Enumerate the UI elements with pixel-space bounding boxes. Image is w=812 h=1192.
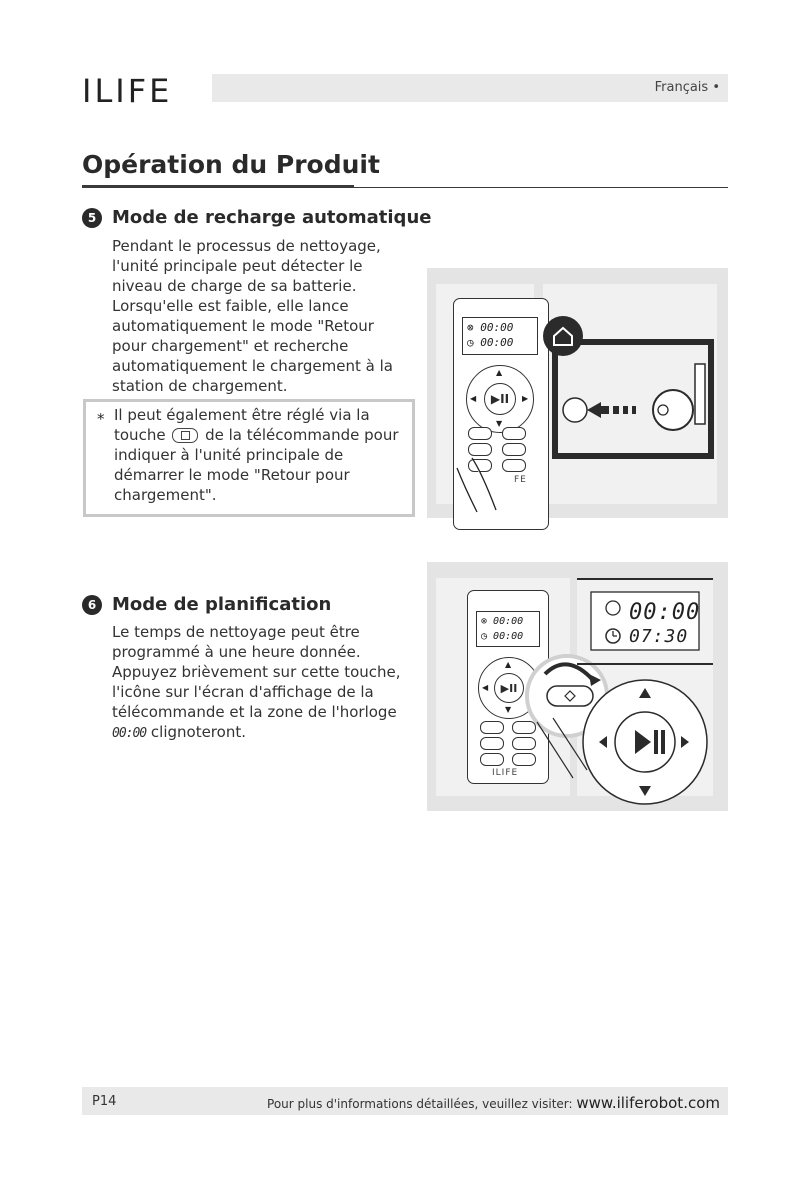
language-label: Français • xyxy=(654,80,720,95)
section-6-line: l'icône sur l'écran d'affichage de la xyxy=(112,683,374,701)
section-6-line: Le temps de nettoyage peut être xyxy=(112,623,360,641)
lcd-line-2: ◷ 00:00 xyxy=(481,631,524,642)
remote-brand: FE xyxy=(514,475,527,485)
clock-segment-text: 00:00 xyxy=(112,726,147,741)
section-5-line: station de chargement. xyxy=(112,377,288,395)
remote-brand: ILIFE xyxy=(492,768,519,778)
section-6-text xyxy=(112,622,422,744)
footer-info xyxy=(267,1094,720,1112)
arrow-left-icon: ◀ xyxy=(470,394,477,403)
section-5-line: niveau de charge de sa batterie. xyxy=(112,277,357,295)
section-5-line: Pendant le processus de nettoyage, xyxy=(112,237,381,255)
recharge-illustration xyxy=(427,268,728,518)
robot-return-diagram xyxy=(427,268,728,518)
note-text xyxy=(114,405,412,505)
charging-dock xyxy=(695,364,705,424)
footer-bar xyxy=(82,1087,728,1115)
play-pause-icon: ▶II xyxy=(494,673,524,703)
note-line: indiquer à l'unité principale de xyxy=(114,446,344,464)
note-line: chargement". xyxy=(114,486,217,504)
brand-logo: ILIFE xyxy=(82,72,173,110)
section-5-line: l'unité principale peut détecter le xyxy=(112,257,363,275)
section-5-text xyxy=(112,236,414,396)
section-6-line: 00:00 clignoteront. xyxy=(112,723,246,741)
section-5-heading xyxy=(82,207,431,228)
title-divider xyxy=(354,187,728,188)
arrow-down-icon: ▼ xyxy=(496,419,503,428)
section-6-line: Appuyez brièvement sur cette touche, xyxy=(112,663,401,681)
section-6-number: 6 xyxy=(82,595,102,615)
arrow-left-icon: ◀ xyxy=(482,683,489,692)
home-badge-icon xyxy=(543,316,583,356)
page-title: Opération du Produit xyxy=(82,150,380,179)
arrow-up-icon: ▲ xyxy=(496,368,503,377)
big-lcd-time-2: 07:30 xyxy=(629,626,689,647)
note-line-part: de la télécommande pour xyxy=(205,426,399,444)
lcd-line-1: ⊗ 00:00 xyxy=(481,616,524,627)
section-5-line: automatiquement le chargement à la xyxy=(112,357,393,375)
schedule-illustration xyxy=(427,562,728,811)
arrow-up-icon: ▲ xyxy=(505,660,512,669)
note-line xyxy=(114,425,412,445)
section-5-title: Mode de recharge automatique xyxy=(112,207,432,228)
section-5-number: 5 xyxy=(82,208,102,228)
title-underline xyxy=(82,185,354,188)
note-line: démarrer le mode "Retour pour xyxy=(114,466,350,484)
section-5-line: Lorsqu'elle est faible, elle lance xyxy=(112,297,349,315)
footer-info-text: Pour plus d'informations détaillées, veuillez visiter: xyxy=(267,1097,573,1111)
lcd-line-2: ◷ 00:00 xyxy=(467,336,514,349)
section-6-line: programmé à une heure donnée. xyxy=(112,643,361,661)
dock-target-icon xyxy=(563,398,587,422)
section-6-heading xyxy=(82,594,331,615)
home-button-icon xyxy=(172,428,198,443)
page-number: P14 xyxy=(92,1094,117,1109)
big-lcd-time-1: 00:00 xyxy=(629,600,701,625)
arrow-right-icon: ▶ xyxy=(522,394,529,403)
note-line: Il peut également être réglé via la xyxy=(114,406,370,424)
hand-icon xyxy=(457,458,496,512)
play-pause-icon: ▶II xyxy=(484,383,516,415)
language-bar xyxy=(212,74,728,102)
website-link[interactable]: www.iliferobot.com xyxy=(576,1094,720,1112)
note-line-part: touche xyxy=(114,426,166,444)
note-box xyxy=(83,399,415,517)
arrow-down-icon: ▼ xyxy=(505,705,512,714)
schedule-button-icon xyxy=(547,686,593,706)
lcd-line-1: ⊗ 00:00 xyxy=(467,321,514,334)
note-asterisk: * xyxy=(97,410,105,428)
section-6-line: télécommande et la zone de l'horloge xyxy=(112,703,397,721)
arrow-left-icon xyxy=(587,402,601,418)
section-6-title: Mode de planification xyxy=(112,594,332,615)
section-5-line: automatiquement le mode "Retour xyxy=(112,317,374,335)
section-5-line: pour chargement" et recherche xyxy=(112,337,349,355)
